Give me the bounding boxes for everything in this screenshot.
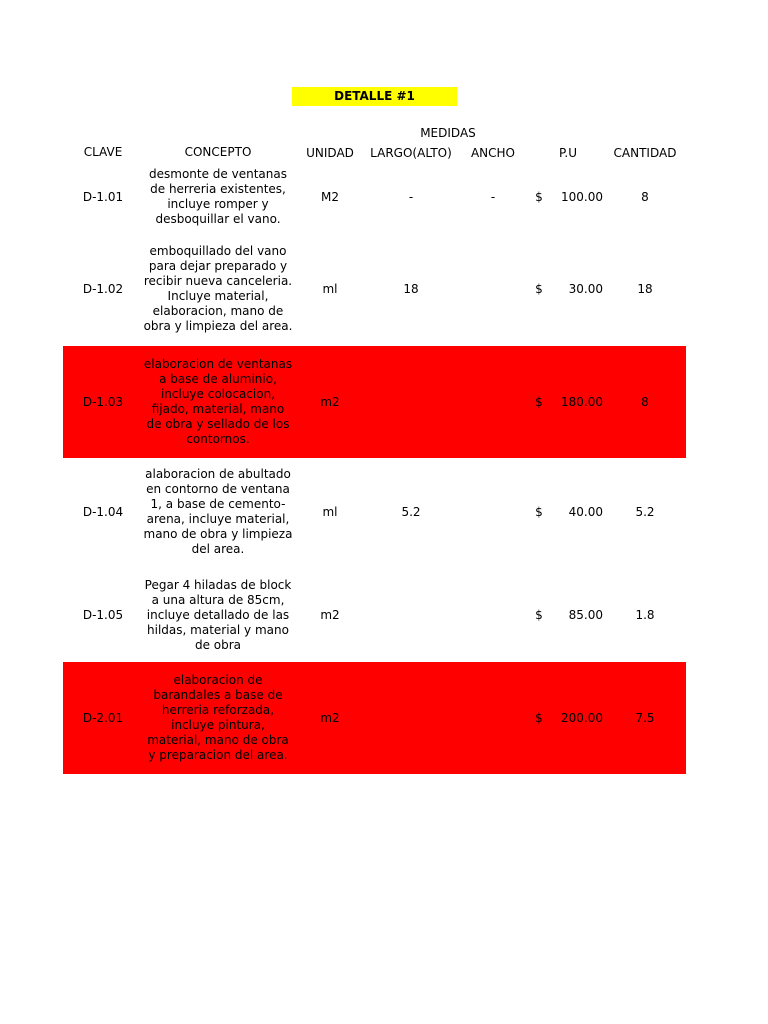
cell-clave: D-1.04 [82,504,124,519]
cell-concepto [141,244,295,334]
cell-largo: 18 [403,281,419,296]
cell-currency: $ [535,710,543,725]
cell-concepto [141,346,295,458]
cell-concepto [141,166,295,228]
cell-pu: 180.00 [561,394,603,409]
cell-cantidad: 7.5 [635,710,655,725]
concepto-text: elaboracion de ventanas a base de aluminio, incluye colocacion, fijado, material, mano de obra y sellado de los contornos. [143,357,293,446]
cell-largo [369,662,453,774]
cell-cantidad: 1.8 [635,607,655,622]
cell-currency: $ [535,189,543,204]
cell-cantidad: 5.2 [635,504,655,519]
cell-concepto [141,662,295,774]
cell-pu: 40.00 [568,504,603,519]
cell-pu: 30.00 [568,281,603,296]
cell-ancho [457,576,529,654]
cell-unidad: ml [322,504,338,519]
cell-ancho: - [490,189,496,204]
header-clave: CLAVE [83,145,123,159]
cell-currency: $ [535,607,543,622]
title-cell: DETALLE #1 [292,87,457,106]
cell-clave: D-1.02 [82,281,124,296]
table-row [63,244,686,334]
cell-unidad: ml [322,281,338,296]
table-row [63,466,686,558]
cell-ancho [457,244,529,334]
cell-clave: D-1.01 [82,189,124,204]
concepto-text: alaboracion de abultado en contorno de ventana 1, a base de cemento-arena, incluye material, mano de obra y limpieza del area. [143,467,293,556]
header-unidad: UNIDAD [306,146,354,160]
header-medidas: MEDIDAS [420,126,476,140]
cell-pu: 85.00 [568,607,603,622]
table-row [63,576,686,654]
cell-cantidad: 8 [641,189,649,204]
table-row-highlighted [63,662,686,774]
cell-unidad: m2 [320,607,340,622]
cell-clave: D-2.01 [82,710,124,725]
cell-concepto [141,466,295,558]
cell-cantidad: 18 [637,281,653,296]
cell-pu: 200.00 [561,710,603,725]
cell-ancho [457,346,529,458]
cell-largo: 5.2 [401,504,421,519]
concepto-text: elaboracion de barandales a base de herreria reforzada, incluye pintura, material, mano de obra y preparacion del area. [147,673,289,762]
concepto-text: desmonte de ventanas de herreria existentes, incluye romper y desboquillar el vano. [149,167,287,226]
header-ancho: ANCHO [470,146,516,160]
header-pu: P.U [559,146,577,160]
cell-unidad: m2 [320,394,340,409]
cell-ancho [457,466,529,558]
cell-concepto [141,576,295,654]
cell-unidad: M2 [321,189,339,204]
table-row [63,166,686,228]
cell-currency: $ [535,504,543,519]
cell-largo [369,346,453,458]
cell-pu: 100.00 [561,189,603,204]
cell-currency: $ [535,394,543,409]
header-cantidad: CANTIDAD [613,146,677,160]
cell-clave: D-1.05 [82,607,124,622]
cell-ancho [457,662,529,774]
concepto-text: Pegar 4 hiladas de block a una altura de 85cm, incluye detallado de las hildas, material y mano de obra [144,577,292,652]
concepto-text: emboquillado del vano para dejar preparado y recibir nueva canceleria. Incluye material, elaboracion, mano de obra y limpieza del area. [143,244,293,333]
cell-largo [369,576,453,654]
cell-unidad: m2 [320,710,340,725]
header-concepto: CONCEPTO [184,145,252,159]
table-row-highlighted [63,346,686,458]
cell-currency: $ [535,281,543,296]
cell-largo: - [408,189,414,204]
cell-clave: D-1.03 [82,394,124,409]
header-largo: LARGO(ALTO) [370,146,452,160]
cell-cantidad: 8 [641,394,649,409]
